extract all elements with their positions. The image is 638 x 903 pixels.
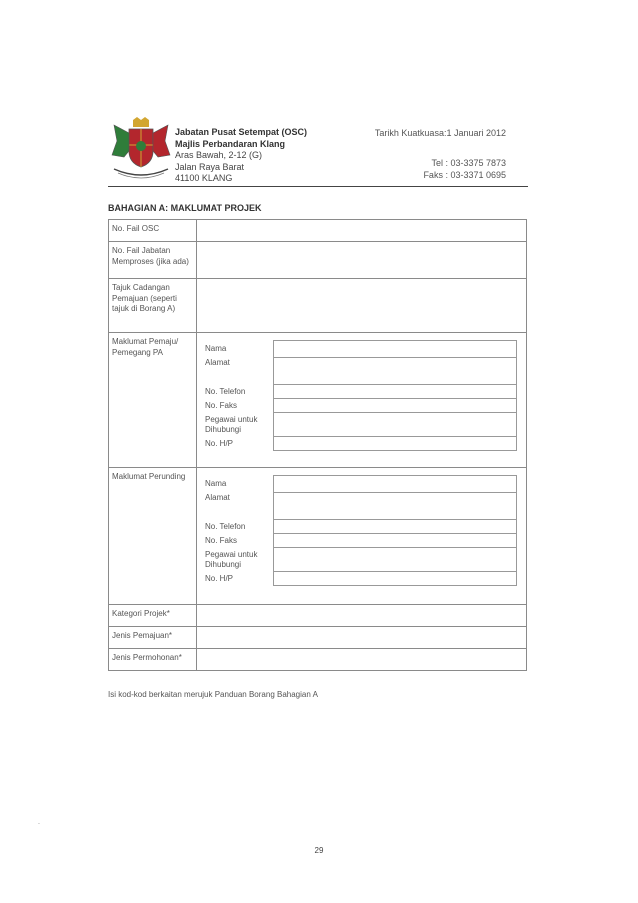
perunding-nama-field[interactable] — [274, 476, 517, 493]
mpk-crest-logo — [108, 117, 174, 183]
pemaju-pegawai-field[interactable] — [274, 413, 517, 437]
fail-osc-field[interactable] — [197, 220, 527, 242]
perunding-telefon-field[interactable] — [274, 520, 517, 534]
perunding-subform — [205, 475, 517, 586]
table-row — [109, 220, 527, 242]
table-row — [109, 279, 527, 333]
row-label-tajuk: Tajuk Cadangan Pemajuan (seperti tajuk di Borang A) — [109, 279, 197, 333]
section-title: BAHAGIAN A: MAKLUMAT PROJEK — [108, 203, 262, 213]
row-label-jenis-permohonan: Jenis Permohonan* — [109, 649, 197, 671]
pemaju-telefon-field[interactable] — [274, 385, 517, 399]
header-rule — [108, 186, 528, 187]
org-council-line: Majlis Perbandaran Klang — [175, 138, 286, 149]
table-row — [109, 605, 527, 627]
label-nama: Nama — [205, 479, 227, 489]
table-row — [109, 242, 527, 279]
phone-number: Tel : 03-3375 7873 — [431, 158, 506, 168]
contact-block — [423, 158, 506, 181]
label-pegawai: Pegawai untuk Dihubungi — [205, 415, 258, 434]
label-pegawai: Pegawai untuk Dihubungi — [205, 550, 258, 569]
fax-number: Faks : 03-3371 0695 — [423, 169, 506, 180]
label-faks: No. Faks — [205, 400, 238, 410]
pemaju-subform — [205, 340, 517, 451]
table-row — [109, 627, 527, 649]
pemaju-hp-field[interactable] — [274, 437, 517, 451]
pemaju-details-cell — [197, 333, 527, 468]
pemaju-faks-field[interactable] — [274, 399, 517, 413]
perunding-alamat-field[interactable] — [274, 493, 517, 520]
label-hp: No. H/P — [205, 573, 234, 583]
org-name-line: Jabatan Pusat Setempat (OSC) — [175, 127, 308, 137]
jenis-permohonan-field[interactable] — [197, 649, 527, 671]
row-label-fail-osc: No. Fail OSC — [109, 220, 197, 242]
label-telefon: No. Telefon — [205, 386, 246, 396]
row-label-fail-jabatan: No. Fail Jabatan Memproses (jika ada) — [109, 242, 197, 279]
perunding-faks-field[interactable] — [274, 534, 517, 548]
label-alamat: Alamat — [205, 492, 230, 502]
kategori-field[interactable] — [197, 605, 527, 627]
label-telefon: No. Telefon — [205, 521, 246, 531]
jenis-pemajuan-field[interactable] — [197, 627, 527, 649]
project-info-table — [108, 219, 527, 671]
effective-date: Tarikh Kuatkuasa:1 Januari 2012 — [374, 128, 506, 138]
row-label-kategori: Kategori Projek* — [109, 605, 197, 627]
fail-jabatan-field[interactable] — [197, 242, 527, 279]
organization-block — [175, 127, 307, 185]
address-line-2: Jalan Raya Barat — [175, 161, 245, 172]
table-row — [109, 649, 527, 671]
row-label-pemaju: Maklumat Pemaju/ Pemegang PA — [109, 333, 197, 468]
table-row — [109, 468, 527, 605]
perunding-hp-field[interactable] — [274, 572, 517, 586]
row-label-perunding: Maklumat Perunding — [109, 468, 197, 605]
row-label-jenis-pemajuan: Jenis Pemajuan* — [109, 627, 197, 649]
label-nama: Nama — [205, 344, 227, 354]
address-line-3: 41100 KLANG — [175, 173, 233, 183]
tajuk-field[interactable] — [197, 279, 527, 333]
address-line-1: Aras Bawah, 2-12 (G) — [175, 150, 263, 160]
pemaju-alamat-field[interactable] — [274, 358, 517, 385]
perunding-details-cell — [197, 468, 527, 605]
page-number: 29 — [314, 846, 324, 855]
table-row — [109, 333, 527, 468]
stray-mark: . — [38, 819, 40, 826]
label-hp: No. H/P — [205, 438, 234, 448]
pemaju-nama-field[interactable] — [274, 341, 517, 358]
footnote: Isi kod-kod berkaitan merujuk Panduan Borang Bahagian A — [108, 690, 318, 699]
label-alamat: Alamat — [205, 357, 230, 367]
perunding-pegawai-field[interactable] — [274, 548, 517, 572]
label-faks: No. Faks — [205, 535, 238, 545]
